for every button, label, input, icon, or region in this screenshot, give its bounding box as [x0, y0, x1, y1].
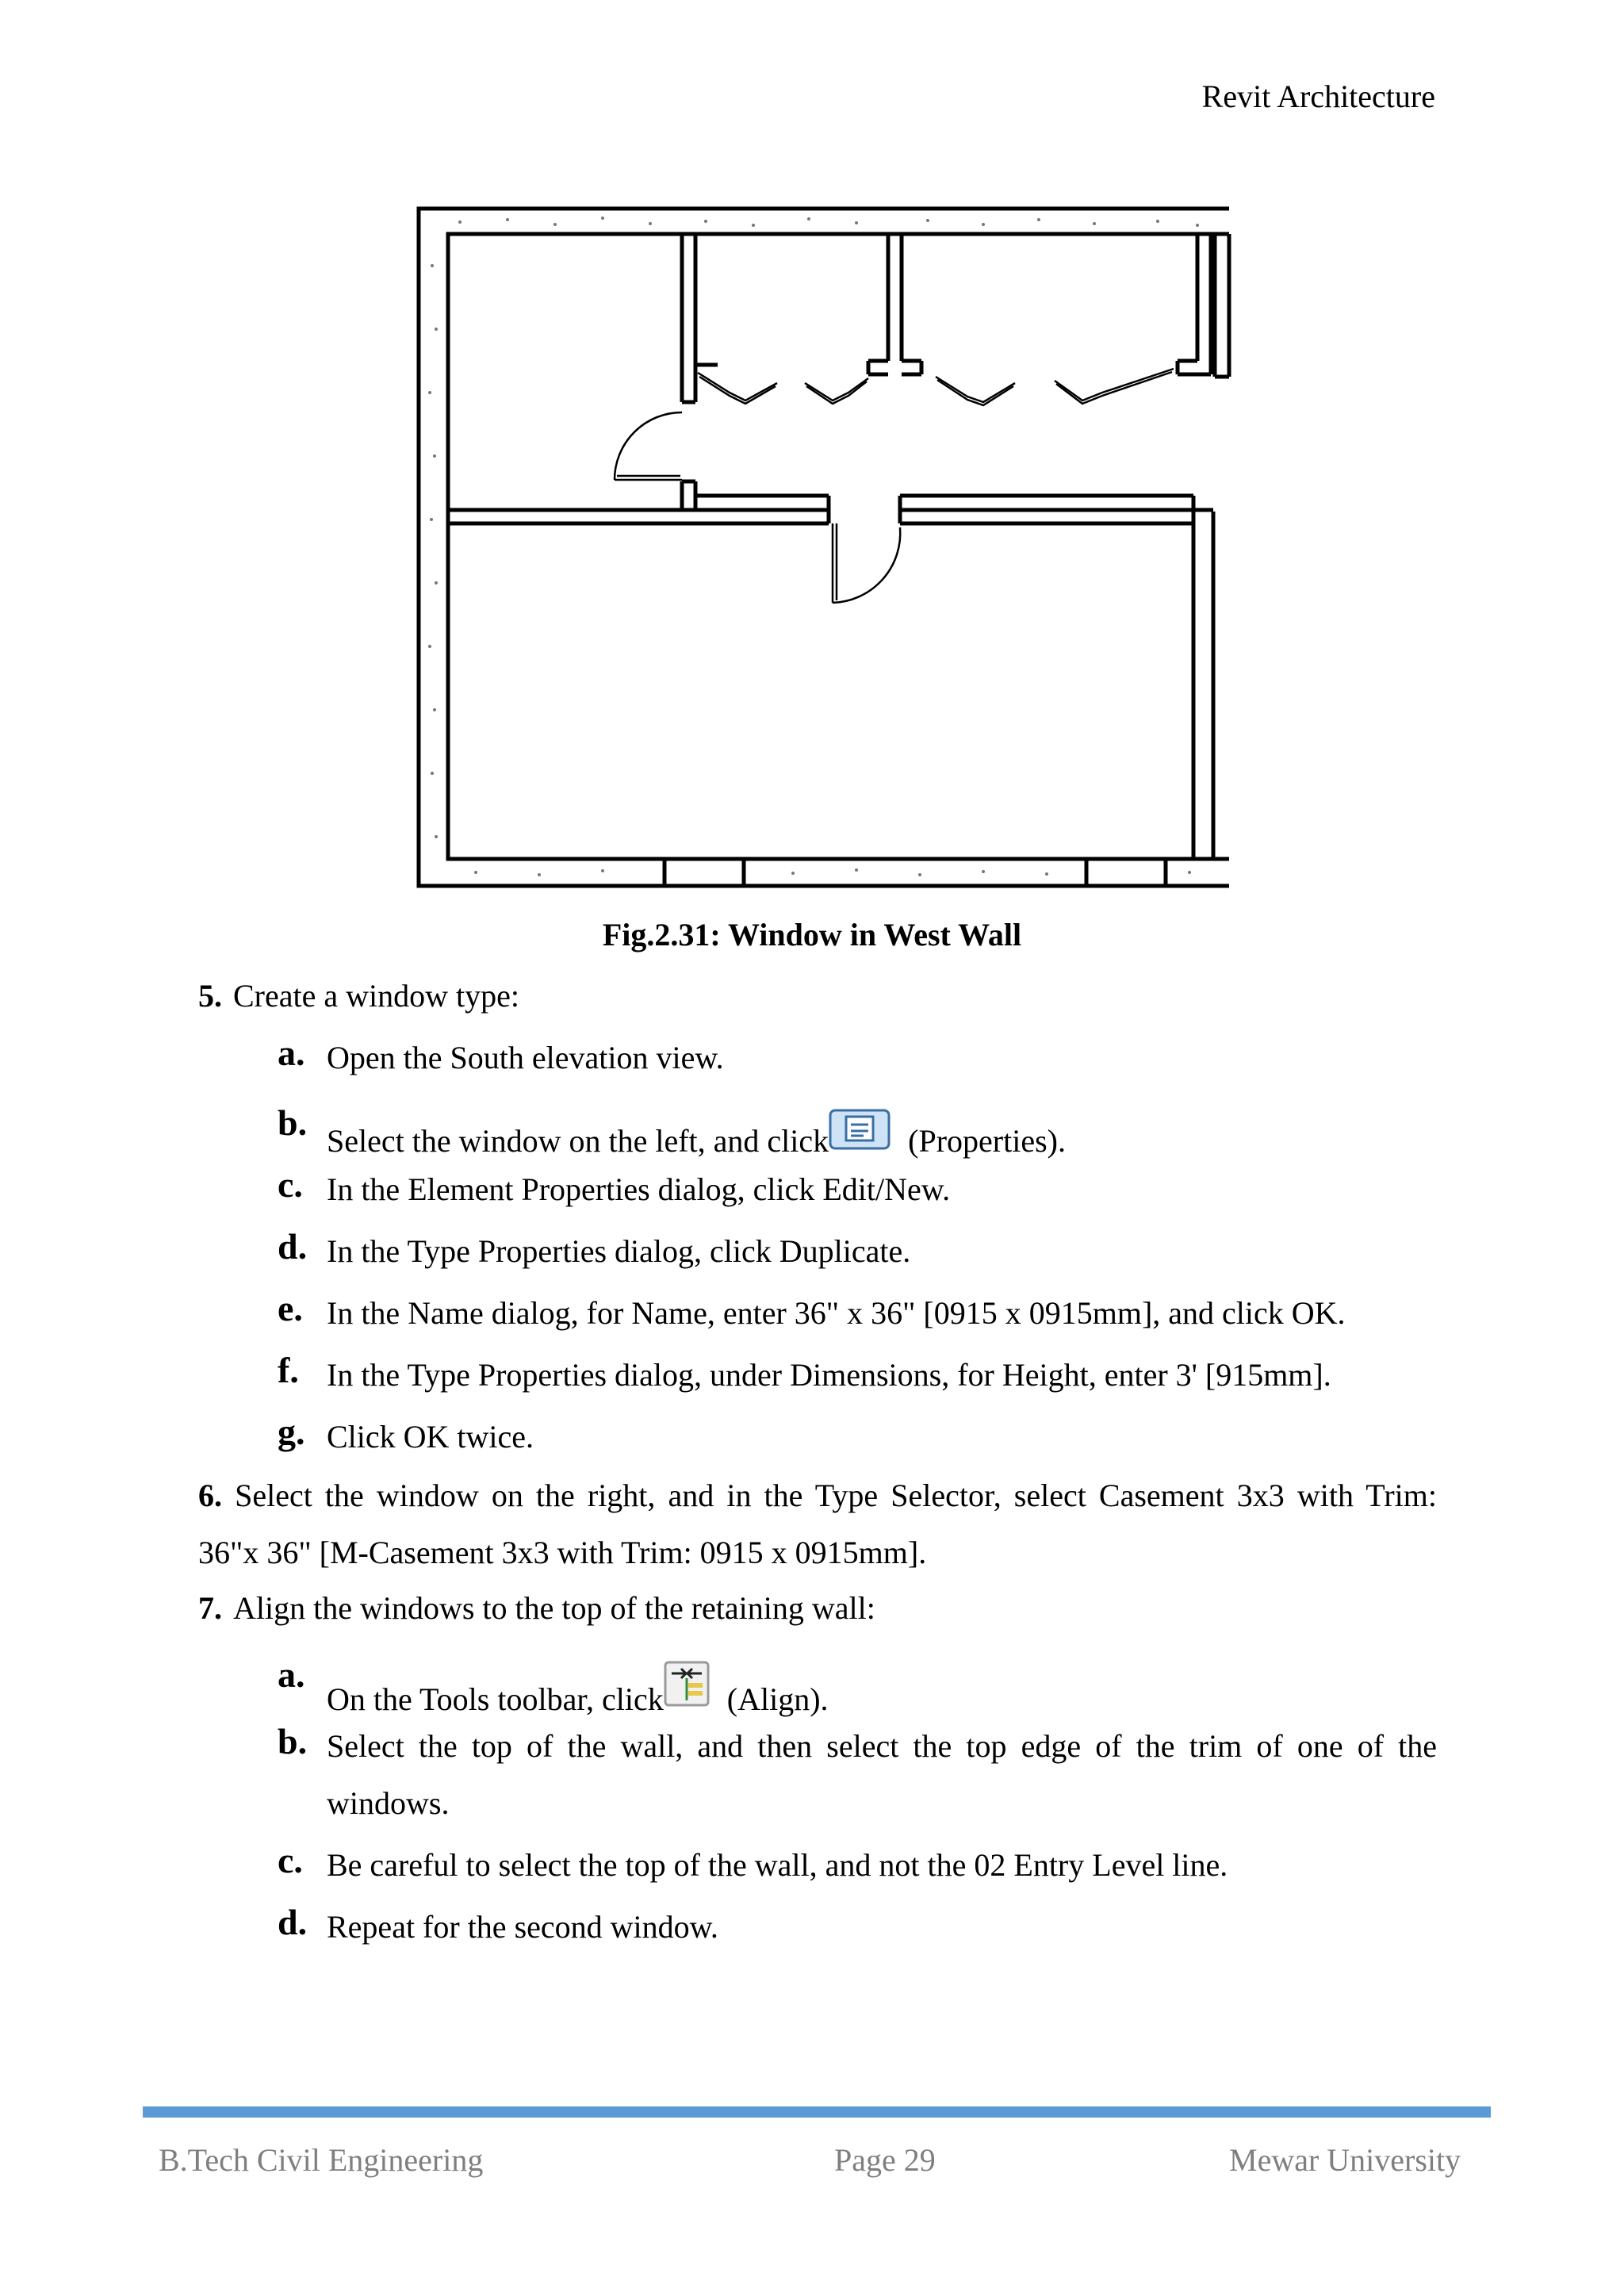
item-letter: c. — [278, 1840, 303, 1880]
item-text: Repeat for the second window. — [327, 1909, 718, 1945]
header-title: Revit Architecture — [1201, 79, 1435, 114]
floor-plan-figure — [412, 202, 1237, 892]
inner-wall-edge — [448, 234, 1229, 859]
footer-left: B.Tech Civil Engineering — [159, 2142, 484, 2178]
item-text: In the Type Properties dialog, under Dimensions, for Height, enter 3' [915mm]. — [327, 1357, 1331, 1393]
item-text-after: (Properties). — [908, 1123, 1066, 1159]
item-text — [327, 1109, 1066, 1160]
item-letter: c. — [278, 1164, 303, 1205]
concrete-hatch — [428, 217, 1199, 876]
item-text — [327, 1661, 829, 1719]
step-7 — [198, 1589, 875, 1627]
item-letter: f. — [278, 1350, 299, 1390]
window-right — [1086, 859, 1166, 886]
footer-right: Mewar University — [1229, 2142, 1461, 2178]
step-5 — [198, 977, 519, 1015]
step-6-line-2: 36"x 36" [M-Casement 3x3 with Trim: 0915 x 0915mm]. — [198, 1535, 927, 1570]
bifold-doors — [698, 369, 1174, 405]
item-text: In the Name dialog, for Name, enter 36" x 36" [0915 x 0915mm], and click OK. — [327, 1295, 1346, 1331]
swing-doors — [615, 412, 900, 603]
step-number: 7. — [198, 1590, 222, 1626]
align-icon — [664, 1661, 710, 1715]
item-letter: d. — [278, 1902, 308, 1942]
item-text-before: Select the window on the left, and click — [327, 1123, 829, 1159]
item-text-after: (Align). — [726, 1681, 829, 1717]
properties-icon — [829, 1109, 891, 1159]
step-text: Create a window type: — [233, 978, 519, 1014]
figure-caption: Fig.2.31: Window in West Wall — [602, 917, 1022, 953]
window-left — [665, 859, 744, 886]
step-text: Select the window on the right, and in the Type Selector, select Casement 3x3 with Trim: — [235, 1478, 1437, 1513]
step-number: 6. — [198, 1478, 222, 1513]
item-letter: a. — [278, 1654, 305, 1695]
footer-page-number: Page 29 — [834, 2142, 936, 2178]
outer-wall-edge — [419, 209, 1229, 886]
item-letter: b. — [278, 1721, 308, 1761]
item-letter: g. — [278, 1412, 305, 1452]
item-letter: b. — [278, 1102, 308, 1143]
item-text-before: On the Tools toolbar, click — [327, 1681, 664, 1717]
step-text: Align the windows to the top of the retaining wall: — [233, 1590, 875, 1626]
item-letter: d. — [278, 1226, 308, 1267]
item-letter: a. — [278, 1033, 305, 1073]
step-7b-line-1: Select the top of the wall, and then select the top edge of the trim of one of the — [327, 1728, 1437, 1764]
footer-divider — [143, 2106, 1491, 2118]
item-text: Be careful to select the top of the wall, and not the 02 Entry Level line. — [327, 1847, 1228, 1883]
step-number: 5. — [198, 978, 222, 1014]
step-6-line-1 — [198, 1477, 1437, 1515]
item-text: Click OK twice. — [327, 1419, 534, 1455]
item-text: In the Element Properties dialog, click Edit/New. — [327, 1171, 951, 1207]
item-text: Open the South elevation view. — [327, 1040, 724, 1075]
step-7b-line-2: windows. — [327, 1785, 450, 1821]
item-text: In the Type Properties dialog, click Duplicate. — [327, 1233, 911, 1269]
floor-plan-drawing — [412, 202, 1237, 892]
item-letter: e. — [278, 1288, 303, 1328]
